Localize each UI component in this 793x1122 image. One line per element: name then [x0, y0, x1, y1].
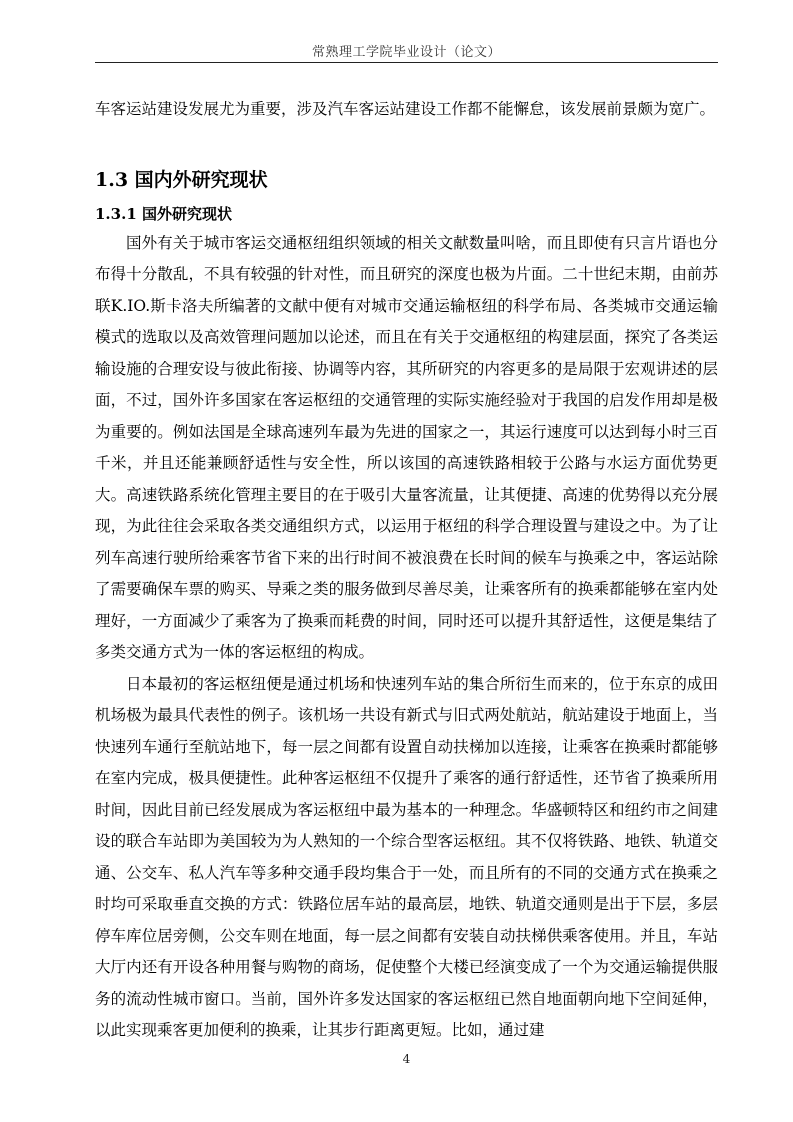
continuation-paragraph: 车客运站建设发展尤为重要，涉及汽车客运站建设工作都不能懈怠，该发展前景颇为宽广。	[95, 100, 716, 118]
section-title: 1.3 国内外研究现状	[95, 168, 268, 191]
page-content	[95, 94, 718, 1047]
page-header: 常熟理工学院毕业设计（论文）	[311, 45, 501, 60]
page-number: 4	[402, 1052, 411, 1066]
body-paragraph: 日本最初的客运枢纽便是通过机场和快速列车站的集合所衍生而来的，位于东京的成田机场极为最具代表性的例子。该机场一共设有新式与旧式两处航站，航站建设于地面上，当快速列车通行至航站地下，每一层之间都有设置自动扶梯加以连接，让乘客在换乘时都能够在室内完成，极具便捷性。此种客运枢纽不仅提升了乘客的通行舒适性，还节省了换乘所用时间，因此目前已经发展成为客运枢纽中最为基本的一种理念。华盛顿特区和纽约市之间建设的联合车站即为美国较为为人熟知的一个综合型客运枢纽。其不仅将铁路、地铁、轨道交通、公交车、私人汽车等多种交通手段均集合于一处，而且所有的不同的交通方式在换乘之时均可采取垂直交换的方式：铁路位居车站的最高层，地铁、轨道交通则是出于下层，多层停车库位居旁侧，公交车则在地面，每一层之间都有安装自动扶梯供乘客使用。并且，车站大厅内还有开设各种用餐与购物的商场，促使整个大楼已经演变成了一个为交通运输提供服务的流动性城市窗口。当前，国外许多发达国家的客运枢纽已然自地面朝向地下空间延伸，以此实现乘客更加便利的换乘，让其步行距离更短。比如，通过建	[95, 674, 718, 1039]
body-paragraph: 国外有关于城市客运交通枢纽组织领域的相关文献数量叫啥，而且即使有只言片语也分布得十分散乱，不具有较强的针对性，而且研究的深度也极为片面。二十世纪末期，由前苏联K.IO.斯卡洛夫所编著的文献中便有对城市交通运输枢纽的科学布局、各类城市交通运输模式的选取以及高效管理问题加以论述，而且在有关于交通枢纽的构建层面，探究了各类运输设施的合理安设与彼此衔接、协调等内容，其所研究的内容更多的是局限于宏观讲述的层面，不过，国外许多国家在客运枢纽的交通管理的实际实施经验对于我国的启发作用却是极为重要的。例如法国是全球高速列车最为先进的国家之一，其运行速度可以达到每小时三百千米，并且还能兼顾舒适性与安全性，所以该国的高速铁路相较于公路与水运方面优势更大。高速铁路系统化管理主要目的在于吸引大量客流量，让其便捷、高速的优势得以充分展现，为此往往会采取各类交通组织方式，以运用于枢纽的科学合理设置与建设之中。为了让列车高速行驶所给乘客节省下来的出行时间不被浪费在长时间的候车与换乘之中，客运站除了需要确保车票的购买、导乘之类的服务做到尽善尽美，让乘客所有的换乘都能够在室内处理好，一方面减少了乘客为了换乘而耗费的时间，同时还可以提升其舒适性，这便是集结了多类交通方式为一体的客运枢纽的构成。	[95, 233, 718, 661]
subsection-title: 1.3.1 国外研究现状	[95, 204, 232, 223]
header-divider	[95, 62, 718, 63]
